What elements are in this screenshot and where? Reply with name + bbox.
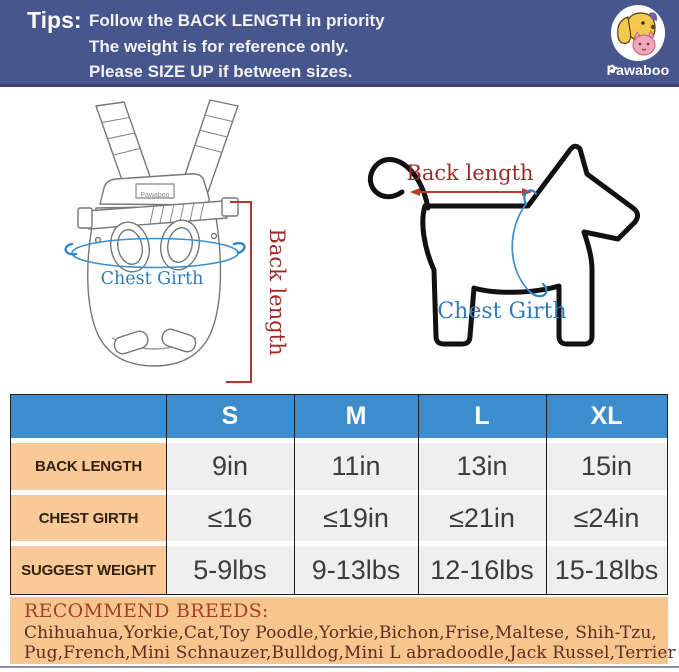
tips-title: Tips: — [27, 7, 82, 33]
bottom-divider — [0, 666, 679, 668]
breeds-list-line: Chihuahua,Yorkie,Cat,Toy Poodle,Yorkie,Bichon,Frise,Maltese, Shih-Tzu, — [24, 623, 657, 643]
recommend-breeds-box — [10, 597, 676, 664]
column-divider — [418, 395, 419, 594]
header-empty-cell — [11, 395, 166, 438]
table-cell: ≤16 — [166, 495, 294, 541]
tip-line: Please SIZE UP if between sizes. — [89, 62, 353, 81]
table-cell: 12-16lbs — [418, 546, 546, 594]
back-length-bracket — [226, 202, 251, 382]
tips-banner — [0, 0, 679, 87]
column-divider — [294, 395, 295, 594]
arrow-curl-icon — [234, 243, 244, 253]
table-cell: 15-18lbs — [546, 546, 667, 594]
dog-chest-girth-label: Chest Girth — [437, 299, 567, 324]
tip-line: Follow the BACK LENGTH in priority — [89, 11, 385, 30]
carrier-diagram — [34, 98, 289, 390]
carrier-tag-label: Pawaboo — [140, 192, 170, 199]
table-row-chest-girth — [11, 495, 667, 541]
row-label: BACK LENGTH — [11, 443, 166, 490]
column-header-xl: XL — [546, 395, 667, 438]
tip-line: The weight is for reference only. — [89, 37, 349, 56]
column-header-l: L — [418, 395, 546, 438]
table-cell: ≤21in — [418, 495, 546, 541]
carrier-chest-girth-label: Chest Girth — [100, 269, 204, 289]
table-row-back-length — [11, 443, 667, 490]
breeds-list-line: Pug,French,Mini Schnauzer,Bulldog,Mini L abradoodle,Jack Russel,Terrier — [24, 643, 676, 663]
table-cell: 13in — [418, 443, 546, 490]
side-buckle — [222, 198, 238, 216]
size-table — [10, 394, 668, 595]
pawaboo-brand-text: Pawaboo — [606, 62, 670, 78]
row-label: SUGGEST WEIGHT — [11, 546, 166, 594]
dog-diagram — [350, 118, 660, 365]
table-cell: ≤24in — [546, 495, 667, 541]
side-buckle — [78, 208, 92, 228]
recommend-breeds-title: RECOMMEND BREEDS: — [24, 600, 269, 622]
carrier-back-length-label: Back length — [265, 228, 289, 356]
row-label: CHEST GIRTH — [11, 495, 166, 541]
dog-back-length-label: Back length — [406, 161, 534, 185]
column-divider — [546, 395, 547, 594]
column-header-m: M — [294, 395, 418, 438]
table-row-suggest-weight — [11, 546, 667, 594]
table-cell: 15in — [546, 443, 667, 490]
table-cell: 9-13lbs — [294, 546, 418, 594]
column-header-s: S — [166, 395, 294, 438]
table-cell: 9in — [166, 443, 294, 490]
table-cell: ≤19in — [294, 495, 418, 541]
table-cell: 11in — [294, 443, 418, 490]
column-divider — [166, 395, 167, 594]
table-header-row — [11, 395, 667, 438]
table-cell: 5-9lbs — [166, 546, 294, 594]
